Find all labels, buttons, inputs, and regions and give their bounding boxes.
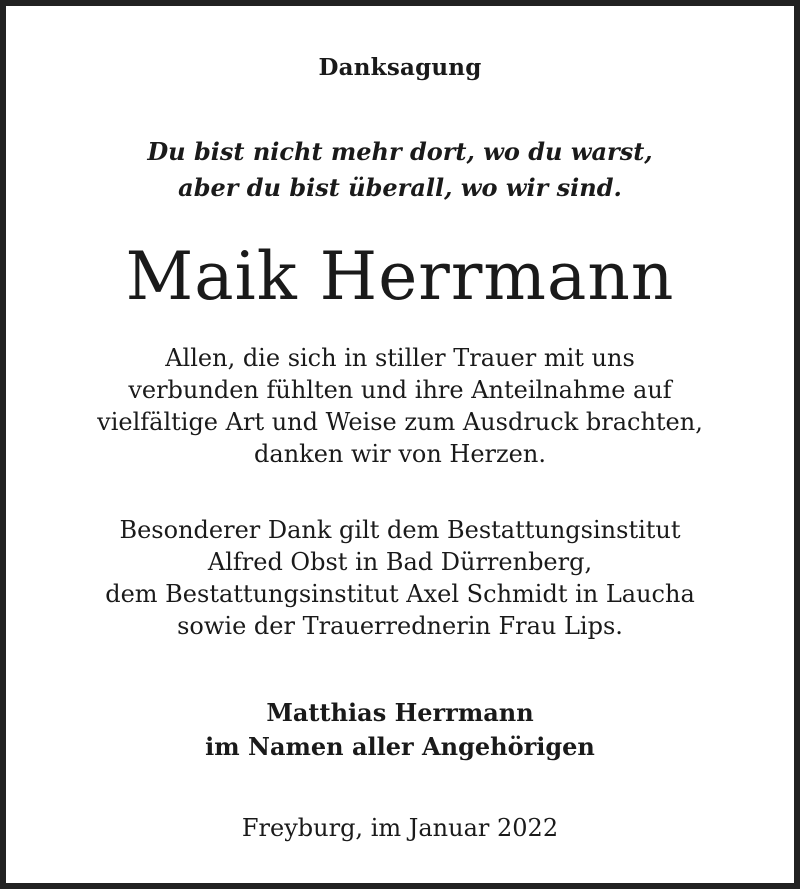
text-line: dem Bestattungsinstitut Axel Schmidt in Laucha [105,580,695,608]
place-date: Freyburg, im Januar 2022 [241,814,559,842]
motto-line: Du bist nicht mehr dort, wo du warst, [147,137,653,166]
notice-heading: Danksagung [318,54,482,81]
motto-quote [6,134,794,206]
thanks-paragraph [6,342,794,470]
signature-block [6,696,794,764]
signer-note: im Namen aller Angehörigen [205,732,595,761]
text-line: vielfältige Art und Weise zum Ausdruck brachten, [97,408,703,436]
text-line: danken wir von Herzen. [254,440,546,468]
text-line: Allen, die sich in stiller Trauer mit uns [165,344,635,372]
text-line: Alfred Obst in Bad Dürrenberg, [207,548,593,576]
obituary-notice [6,6,794,883]
motto-line: aber du bist überall, wo wir sind. [178,173,622,202]
signer-name: Matthias Herrmann [266,698,534,727]
text-line: Besonderer Dank gilt dem Bestattungsinstitut [119,516,681,544]
text-line: sowie der Trauerrednerin Frau Lips. [177,612,623,640]
text-line: verbunden fühlten und ihre Anteilnahme auf [128,376,672,404]
special-thanks-paragraph [6,514,794,642]
deceased-name: Maik Herrmann [125,238,675,315]
